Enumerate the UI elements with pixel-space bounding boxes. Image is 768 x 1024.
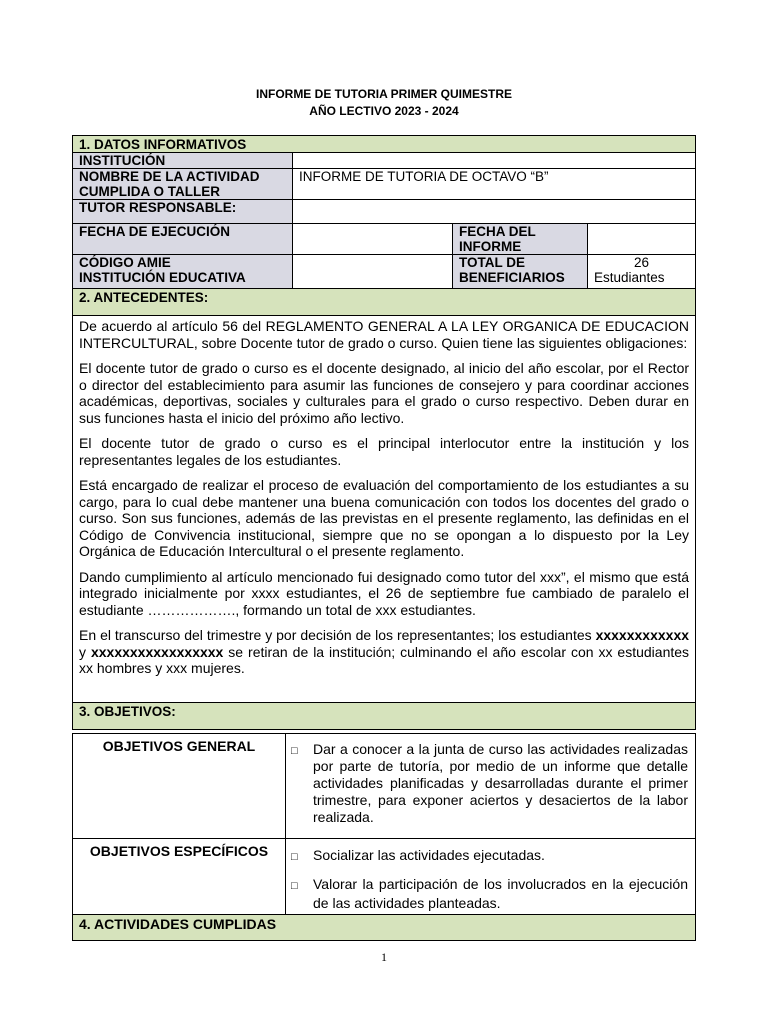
actividad-label-line2: CUMPLIDA O TALLER	[79, 184, 220, 199]
antecedentes-p6	[79, 627, 689, 677]
antecedentes-p5: Dando cumplimiento al artículo mencionado fui designado como tutor del xxx”, el mismo que está integrado inicialmente por xxxx estudiantes, el 26 de septiembre fue cambiado de paralelo el estudiante ………………., formando un total de xxx estudiantes.	[79, 568, 690, 618]
objetivo-especifico-text-1: Socializar las actividades ejecutadas.	[313, 847, 545, 863]
actividad-value[interactable]: INFORME DE TUTORIA DE OCTAVO “B”	[293, 169, 696, 200]
total-beneficiarios-label	[453, 255, 588, 289]
p6-student-1: xxxxxxxxxxxx	[595, 627, 690, 643]
fecha-ejecucion-value[interactable]	[293, 224, 453, 255]
objetivo-general-item	[287, 735, 694, 826]
section-antecedentes: 2. ANTECEDENTES:	[73, 289, 696, 316]
objetivo-especifico-item-1	[287, 840, 694, 865]
antecedentes-p1: De acuerdo al artículo 56 del REGLAMENTO GENERAL A LA LEY ORGANICA DE EDUCACION INTERCULTURAL, sobre Docente tutor de grado o curso. Quien tiene las siguientes obligaciones:	[79, 318, 690, 351]
antecedentes-p4: Está encargado de realizar el proceso de evaluación del comportamiento de los estudiantes a su cargo, para lo cual debe mantener una buena comunicación con todos los docentes del grado o curso. Son sus funciones, además de las previstas en el presente reglamento, las definidas en el Código de Convivencia institucional, siempre que no se opongan a lo dispuesto por la Ley Orgánica de Educación Intercultural o el presente reglamento.	[79, 477, 690, 559]
actividad-label-line1: NOMBRE DE LA ACTIVIDAD	[79, 169, 260, 184]
total-number: 26	[633, 255, 650, 270]
actividad-label	[73, 169, 293, 200]
p6-text-e: se retiran de la institución; culminando el año escolar con xx estudiantes xx hombres y xxx mujeres.	[79, 643, 690, 676]
section-objetivos: 3. OBJETIVOS:	[73, 703, 696, 730]
page-number: 1	[381, 950, 387, 964]
total-beneficiarios-label-line2: BENEFICIARIOS	[459, 270, 565, 285]
tutor-value[interactable]	[293, 200, 696, 224]
fecha-informe-label	[453, 224, 588, 255]
fecha-informe-label-line2: INFORME	[459, 239, 522, 254]
fecha-ejecucion-label: FECHA DE EJECUCIÓN	[73, 224, 293, 255]
codigo-amie-value[interactable]	[293, 255, 453, 289]
tutor-label: TUTOR RESPONSABLE:	[73, 200, 293, 224]
objetivo-general-cell	[286, 734, 696, 839]
bullet-icon: □	[291, 745, 298, 757]
section-actividades: 4. ACTIVIDADES CUMPLIDAS	[73, 915, 696, 941]
total-beneficiarios-label-line1: TOTAL DE	[459, 255, 526, 270]
objetivo-especifico-item-2	[287, 865, 694, 913]
objetivo-general-label: OBJETIVOS GENERAL	[73, 734, 286, 839]
codigo-amie-label	[73, 255, 293, 289]
antecedentes-body	[73, 316, 696, 703]
objetivo-especifico-text-2: Valorar la participación de los involucrados en la ejecución de las actividades planteadas.	[313, 876, 688, 911]
antecedentes-p3: El docente tutor de grado o curso es el principal interlocutor entre la institución y los representantes legales de los estudiantes.	[79, 435, 690, 468]
school-year: AÑO LECTIVO 2023 - 2024	[309, 104, 459, 118]
total-unit: Estudiantes	[594, 270, 665, 285]
institucion-label: INSTITUCIÓN	[73, 153, 293, 169]
total-beneficiarios-value[interactable]	[588, 255, 696, 289]
p6-student-2: xxxxxxxxxxxxxxxxx	[90, 643, 224, 660]
datos-table	[72, 135, 696, 730]
objetivos-especificos-label: OBJETIVOS ESPECÍFICOS	[73, 839, 286, 915]
antecedentes-p2: El docente tutor de grado o curso es el docente designado, al inicio del año escolar, por el Rector o director del establecimiento para asumir las funciones de consejero y para coordinar acciones académicas, deportivas, sociales y culturales para el grado o curso respectivo. Deben durar en sus funciones hasta el inicio del próximo año lectivo.	[79, 360, 690, 426]
codigo-amie-label-line2: INSTITUCIÓN EDUCATIVA	[79, 270, 246, 285]
bullet-icon: □	[291, 880, 298, 892]
fecha-informe-value[interactable]	[588, 224, 696, 255]
objetivo-general-text: Dar a conocer a la junta de curso las actividades realizadas por parte de tutoría, por medio de un informe que detalle actividades planificadas y desarrolladas durante el primer trimestre, para exponer aciertos y desaciertos de la labor realizada.	[313, 741, 688, 825]
p6-text-a: En el transcurso del trimestre y por decisión de los representantes; los estudiantes	[79, 627, 596, 643]
bullet-icon: □	[291, 851, 298, 863]
objetivos-especificos-cell	[286, 839, 696, 915]
institucion-value[interactable]	[293, 153, 696, 169]
section-datos: 1. DATOS INFORMATIVOS	[73, 136, 696, 153]
fecha-informe-label-line1: FECHA DEL	[459, 224, 536, 239]
report-title: INFORME DE TUTORIA PRIMER QUIMESTRE	[255, 87, 512, 101]
p6-text-c: y	[79, 643, 91, 660]
objetivos-table	[72, 733, 696, 941]
codigo-amie-label-line1: CÓDIGO AMIE	[79, 255, 171, 270]
